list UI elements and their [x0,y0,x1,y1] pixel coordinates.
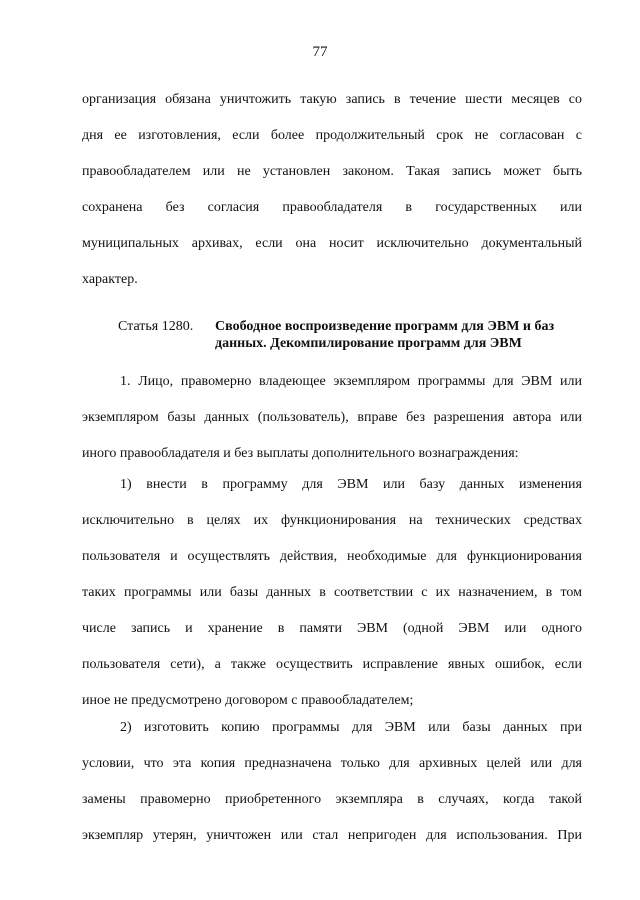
text-line: экземпляром базы данных (пользователь), вправе без разрешения автора или [82,410,582,425]
text-line: иное не предусмотрено договором с правообладателем; [82,693,414,708]
text-line: правообладателем или не установлен законом. Такая запись может быть [82,164,582,179]
list-item-1 [82,467,582,719]
text-line: 1. Лицо, правомерно владеющее экземпляром программы для ЭВМ или [120,374,582,389]
article-number: Статья 1280. [118,319,194,334]
article-title [215,318,587,352]
text-line: замены правомерно приобретенного экземпляра в случаях, когда такой [82,792,582,807]
list-item-2 [82,710,582,854]
text-line: условии, что эта копия предназначена только для архивных целей или для [82,756,582,771]
text-line: числе запись и хранение в памяти ЭВМ (одной ЭВМ или одного [82,621,582,636]
text-line: характер. [82,272,138,287]
text-line: пользователя сети), а также осуществить исправление явных ошибок, если [82,657,582,672]
text-line: экземпляр утерян, уничтожен или стал непригоден для использования. При [82,828,582,843]
paragraph-1 [82,364,582,472]
text-line: организация обязана уничтожить такую запись в течение шести месяцев со [82,92,582,107]
text-line: муниципальных архивах, если она носит исключительно документальный [82,236,582,251]
page-number: 77 [312,44,328,60]
text-line: пользователя и осуществлять действия, необходимые для функционирования [82,549,582,564]
continued-paragraph [82,82,582,298]
text-line: дня ее изготовления, если более продолжительный срок не согласован с [82,128,582,143]
text-line: исключительно в целях их функционирования на технических средствах [82,513,582,528]
text-line: 2) изготовить копию программы для ЭВМ или базы данных при [120,720,582,735]
text-line: иного правообладателя и без выплаты дополнительного вознаграждения: [82,446,519,461]
article-title-line: данных. Декомпилирование программ для ЭВМ [215,336,522,351]
text-line: 1) внести в программу для ЭВМ или базу данных изменения [120,477,582,492]
article-title-line: Свободное воспроизведение программ для ЭВМ и баз [215,319,555,334]
text-line: таких программы или базы данных в соответствии с их назначением, в том [82,585,582,600]
text-line: сохранена без согласия правообладателя в государственных или [82,200,582,215]
